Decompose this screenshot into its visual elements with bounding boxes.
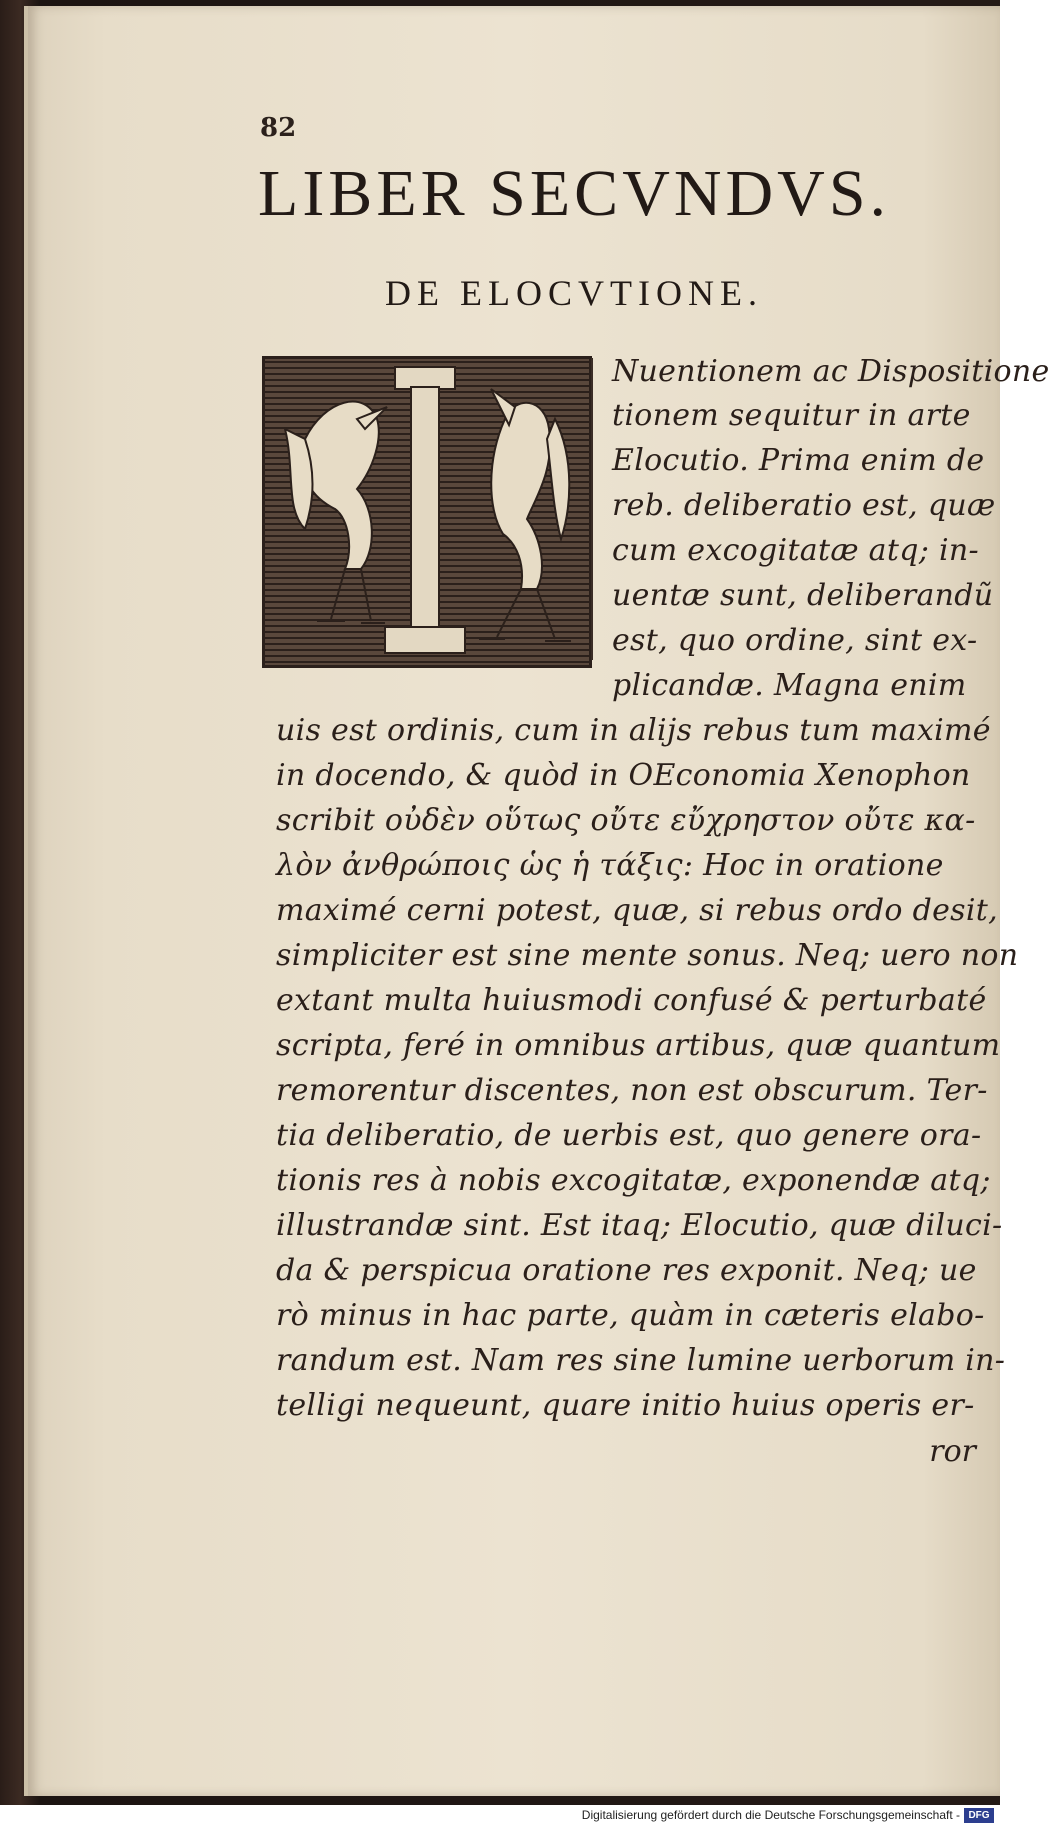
text-line: tia deliberatio, de uerbis est, quo genere ora- bbox=[276, 1118, 982, 1153]
text-line: uis est ordinis, cum in alijs rebus tum maximé bbox=[276, 713, 991, 748]
text-line: Elocutio. Prima enim de bbox=[612, 443, 985, 478]
footer-bar bbox=[0, 1805, 1000, 1827]
text-line: rò minus in hac parte, quàm in cæteris elabo- bbox=[276, 1298, 985, 1333]
text-line: telligi nequeunt, quare initio huius operis er- bbox=[276, 1388, 975, 1423]
running-title: LIBER SECVNDVS. bbox=[258, 157, 891, 230]
text-line: tionem sequitur in arte bbox=[612, 398, 971, 433]
text-line: maximé cerni potest, quæ, si rebus ordo desit, bbox=[276, 893, 998, 928]
text-line: randum est. Nam res sine lumine uerborum in- bbox=[276, 1343, 1006, 1378]
page-number: 82 bbox=[260, 113, 297, 143]
text-line: illustrandæ sint. Est itaq; Elocutio, quæ diluci- bbox=[276, 1208, 1003, 1243]
text-line: uentæ sunt, deliberandũ bbox=[612, 578, 994, 613]
book-page bbox=[24, 6, 1050, 1796]
text-line: cum excogitatæ atq; in- bbox=[612, 533, 979, 568]
initial-divider bbox=[591, 358, 593, 660]
text-line: tionis res à nobis excogitatæ, exponendæ atq; bbox=[276, 1163, 991, 1198]
dfg-logo-icon: DFG bbox=[964, 1808, 994, 1823]
text-line: λὸν ἀνθρώποις ὡς ἡ τάξις: Hoc in oratione bbox=[276, 848, 944, 883]
decorated-initial bbox=[262, 356, 592, 668]
text-line: remorentur discentes, non est obscurum. Ter- bbox=[276, 1073, 988, 1108]
text-line: Nuentionem ac Dispositione bbox=[612, 354, 1050, 389]
funding-credit: Digitalisierung gefördert durch die Deutsche Forschungsgemeinschaft - bbox=[581, 1808, 960, 1822]
woodcut-initial-icon bbox=[265, 359, 589, 665]
catchword: ror bbox=[929, 1434, 976, 1469]
text-line: in docendo, & quòd in OEconomia Xenophon bbox=[276, 758, 971, 793]
text-line: reb. deliberatio est, quæ bbox=[612, 488, 996, 523]
text-line: plicandæ. Magna enim bbox=[612, 668, 967, 703]
text-line: extant multa huiusmodi confusé & perturbaté bbox=[276, 983, 987, 1018]
section-title: DE ELOCVTIONE. bbox=[385, 273, 763, 313]
text-line: scribit οὐδὲν οὕτως οὔτε εὔχρηστον οὔτε κα- bbox=[276, 803, 976, 838]
text-line: da & perspicua oratione res exponit. Neq; ue bbox=[276, 1253, 977, 1288]
text-line: simpliciter est sine mente sonus. Neq; uero non bbox=[276, 938, 1019, 973]
text-line: est, quo ordine, sint ex- bbox=[612, 623, 978, 658]
text-line: scripta, feré in omnibus artibus, quæ quantum bbox=[276, 1028, 1001, 1063]
